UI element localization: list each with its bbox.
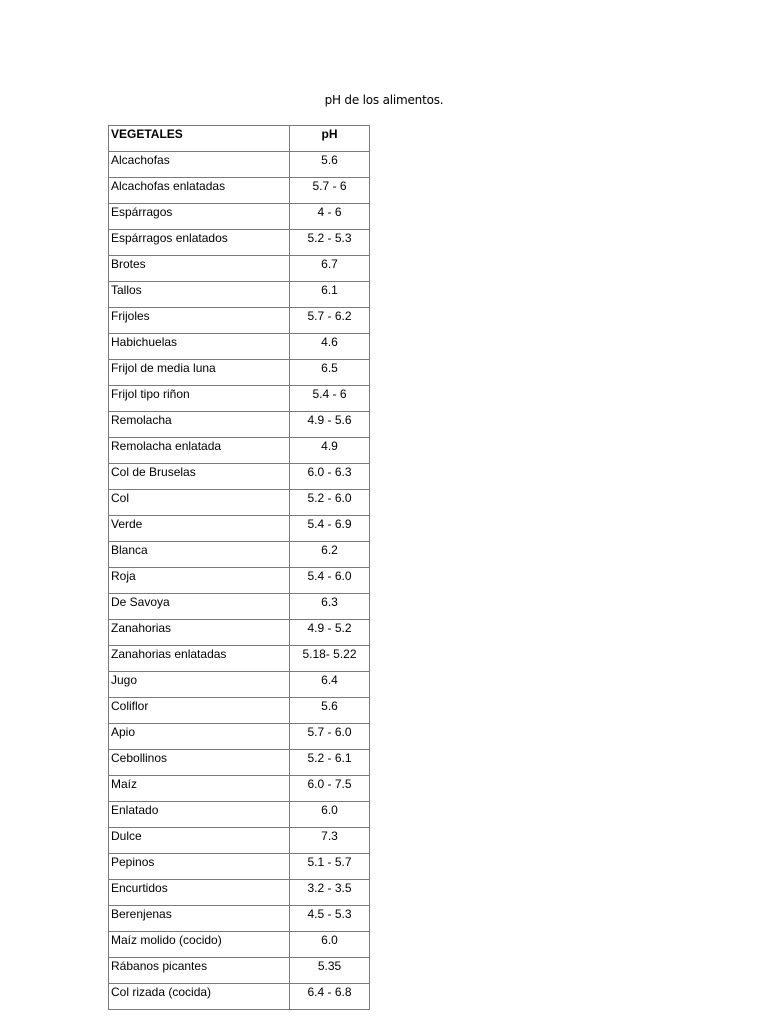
food-name-cell: Enlatado (109, 802, 290, 828)
ph-value-cell: 5.1 - 5.7 (290, 854, 370, 880)
table-header-row (109, 126, 370, 152)
table-row (109, 828, 370, 854)
table-row (109, 672, 370, 698)
ph-value-cell: 4 - 6 (290, 204, 370, 230)
ph-value-cell: 6.7 (290, 256, 370, 282)
food-name-cell: Apio (109, 724, 290, 750)
ph-value-cell: 5.6 (290, 152, 370, 178)
table-row (109, 230, 370, 256)
food-name-cell: Frijol de media luna (109, 360, 290, 386)
table-body (109, 152, 370, 1010)
food-name-cell: Zanahorias (109, 620, 290, 646)
table-row (109, 334, 370, 360)
food-name-cell: Alcachofas enlatadas (109, 178, 290, 204)
food-name-cell: Alcachofas (109, 152, 290, 178)
food-name-cell: Jugo (109, 672, 290, 698)
ph-value-cell: 5.7 - 6.2 (290, 308, 370, 334)
table-row (109, 958, 370, 984)
table-row (109, 282, 370, 308)
table-row (109, 178, 370, 204)
food-name-cell: Cebollinos (109, 750, 290, 776)
food-name-cell: Encurtidos (109, 880, 290, 906)
ph-value-cell: 5.35 (290, 958, 370, 984)
ph-value-cell: 6.0 (290, 932, 370, 958)
table-row (109, 854, 370, 880)
ph-value-cell: 6.0 (290, 802, 370, 828)
ph-value-cell: 4.9 (290, 438, 370, 464)
table-row (109, 880, 370, 906)
table-row (109, 620, 370, 646)
table-row (109, 204, 370, 230)
ph-value-cell: 5.18- 5.22 (290, 646, 370, 672)
food-name-cell: Frijol tipo riñon (109, 386, 290, 412)
ph-value-cell: 6.0 - 7.5 (290, 776, 370, 802)
ph-value-cell: 5.2 - 6.0 (290, 490, 370, 516)
ph-value-cell: 5.4 - 6.9 (290, 516, 370, 542)
food-name-cell: Espárragos (109, 204, 290, 230)
header-food: VEGETALES (109, 126, 290, 152)
ph-value-cell: 4.5 - 5.3 (290, 906, 370, 932)
table-row (109, 256, 370, 282)
ph-value-cell: 5.6 (290, 698, 370, 724)
page-title: pH de los alimentos. (324, 93, 444, 107)
table-row (109, 412, 370, 438)
food-name-cell: Remolacha enlatada (109, 438, 290, 464)
ph-value-cell: 6.5 (290, 360, 370, 386)
food-name-cell: Brotes (109, 256, 290, 282)
food-name-cell: Pepinos (109, 854, 290, 880)
ph-value-cell: 6.4 (290, 672, 370, 698)
table-row (109, 438, 370, 464)
food-name-cell: De Savoya (109, 594, 290, 620)
food-name-cell: Maíz (109, 776, 290, 802)
ph-value-cell: 5.2 - 5.3 (290, 230, 370, 256)
table-row (109, 932, 370, 958)
food-name-cell: Col rizada (cocida) (109, 984, 290, 1010)
food-name-cell: Coliflor (109, 698, 290, 724)
food-name-cell: Blanca (109, 542, 290, 568)
ph-value-cell: 4.9 - 5.2 (290, 620, 370, 646)
ph-value-cell: 5.4 - 6 (290, 386, 370, 412)
ph-table (108, 125, 370, 1010)
ph-value-cell: 5.4 - 6.0 (290, 568, 370, 594)
table-row (109, 724, 370, 750)
food-name-cell: Tallos (109, 282, 290, 308)
table-row (109, 490, 370, 516)
food-name-cell: Berenjenas (109, 906, 290, 932)
food-name-cell: Roja (109, 568, 290, 594)
header-ph: pH (290, 126, 370, 152)
table-row (109, 646, 370, 672)
table-row (109, 464, 370, 490)
food-name-cell: Maíz molido (cocido) (109, 932, 290, 958)
table-row (109, 698, 370, 724)
ph-value-cell: 5.2 - 6.1 (290, 750, 370, 776)
ph-value-cell: 4.9 - 5.6 (290, 412, 370, 438)
ph-value-cell: 3.2 - 3.5 (290, 880, 370, 906)
table-row (109, 568, 370, 594)
table-row (109, 516, 370, 542)
food-name-cell: Espárragos enlatados (109, 230, 290, 256)
food-name-cell: Col (109, 490, 290, 516)
table-row (109, 984, 370, 1010)
table-row (109, 152, 370, 178)
table-row (109, 360, 370, 386)
food-name-cell: Col de Bruselas (109, 464, 290, 490)
ph-value-cell: 7.3 (290, 828, 370, 854)
ph-value-cell: 5.7 - 6.0 (290, 724, 370, 750)
table-row (109, 308, 370, 334)
ph-value-cell: 6.3 (290, 594, 370, 620)
food-name-cell: Verde (109, 516, 290, 542)
table-row (109, 386, 370, 412)
food-name-cell: Habichuelas (109, 334, 290, 360)
ph-value-cell: 5.7 - 6 (290, 178, 370, 204)
table-row (109, 906, 370, 932)
ph-value-cell: 6.1 (290, 282, 370, 308)
table-row (109, 594, 370, 620)
ph-value-cell: 4.6 (290, 334, 370, 360)
food-name-cell: Dulce (109, 828, 290, 854)
food-name-cell: Zanahorias enlatadas (109, 646, 290, 672)
table-row (109, 802, 370, 828)
ph-value-cell: 6.0 - 6.3 (290, 464, 370, 490)
table-row (109, 542, 370, 568)
food-name-cell: Frijoles (109, 308, 290, 334)
table-row (109, 750, 370, 776)
ph-value-cell: 6.2 (290, 542, 370, 568)
food-name-cell: Rábanos picantes (109, 958, 290, 984)
ph-value-cell: 6.4 - 6.8 (290, 984, 370, 1010)
food-name-cell: Remolacha (109, 412, 290, 438)
table-row (109, 776, 370, 802)
